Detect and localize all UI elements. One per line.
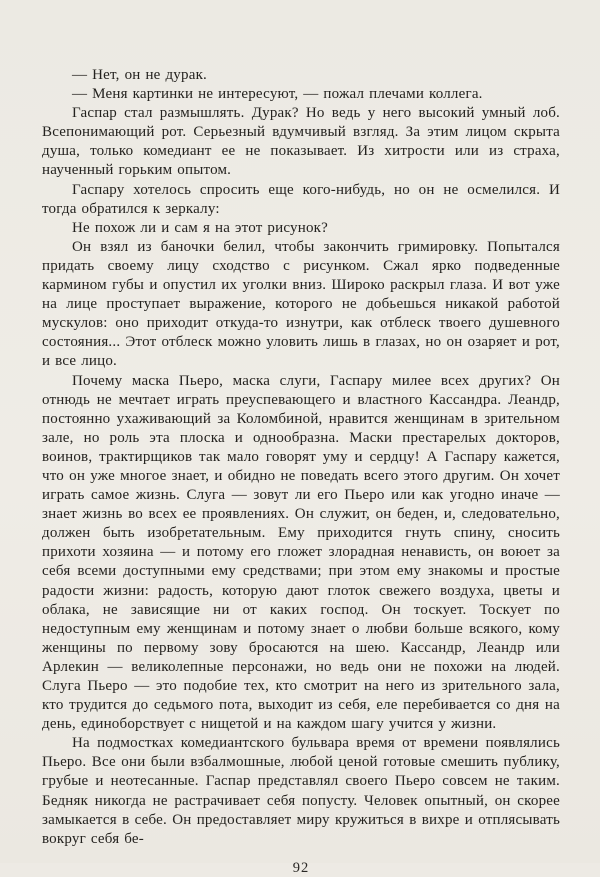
page-text-block [42,66,560,849]
paragraph: Гаспару хотелось спросить еще кого-нибудь, но он не осмелился. И тогда обратился к зеркалу: [42,181,560,217]
paragraph: Он взял из баночки белил, чтобы закончить гримировку. Попытался придать своему лицу сходство с рисунком. Сжал ярко подведенные кармином губы и опустил их уголки вниз. Широко раскрыл глаза. И вот уже на лице проступает выражение, которого не добьешься никакой работой мускулов: оно приходит откуда-то изнутри, как отблеск твоего душевного состояния... Этот отблеск можно уловить лишь в глазах, но он озаряет и рот, и все лицо. [42,238,560,370]
paragraph: Гаспар стал размышлять. Дурак? Но ведь у него высокий умный лоб. Всепонимающий рот. Серьезный вдумчивый взгляд. За этим лицом скрыта душа, только комедиант ее не показывает. Из хитрости или из страха, наученный горьким опытом. [42,105,560,179]
paragraph: Почему маска Пьеро, маска слуги, Гаспару милее всех других? Он отнюдь не мечтает играть преуспевающего и властного Кассандра. Леандр, постоянно ухаживающий за Коломбиной, нравится женщинам в зрительном зале, но роль эта плоска и однообразна. Маски престарелых докторов, воинов, трактирщиков так мало говорят уму и сердцу! А Гаспару кажется, что он уже многое знает, и обидно не поведать всего этого другим. Он хочет играть самое жизнь. Слуга — зовут ли его Пьеро или как угодно иначе — знает жизнь во всех ее проявлениях. Он служит, он беден, и, следовательно, должен быть изобретательным. Ему приходится гнуть спину, сносить прихоти хозяина — и потому его гложет злорадная ненависть, он воюет за себя всеми доступными ему средствами; при этом ему знакомы и простые радости жизни: радость, которую дают глоток свежего воздуха, цветы и облака, не зависящие ни от каких господ. Он тоскует. Тоскует по недоступным ему женщинам и потому знает о любви больше всякого, кому женщины по первому зову бросаются на шею. Кассандр, Леандр или Арлекин — великолепные персонажи, но ведь они не похожи на людей. Слуга Пьеро — это подобие тех, кто смотрит на него из зрительного зала, кто трудится до седьмого пота, выходит из себя, еле перебивается со дня на день, единоборствует с нищетой и на каждом шагу учится у жизни. [42,372,560,733]
paragraph: — Меня картинки не интересуют, — пожал плечами коллега. [72,86,483,103]
paragraph: На подмостках комедиантского бульвара время от времени появлялись Пьеро. Все они были взбалмошные, любой ценой готовые смешить публику, грубые и неотесанные. Гаспар представлял своего Пьеро совсем не таким. Бедняк никогда не растрачивает себя попусту. Человек опытный, он скорее замыкается в себе. Он предоставляет миру кружиться в вихре и отплясывать вокруг себя бе- [42,735,560,847]
paragraph: Не похож ли и сам я на этот рисунок? [72,219,328,236]
paragraph: — Нет, он не дурак. [72,67,208,83]
page-number: 92 [292,859,310,876]
